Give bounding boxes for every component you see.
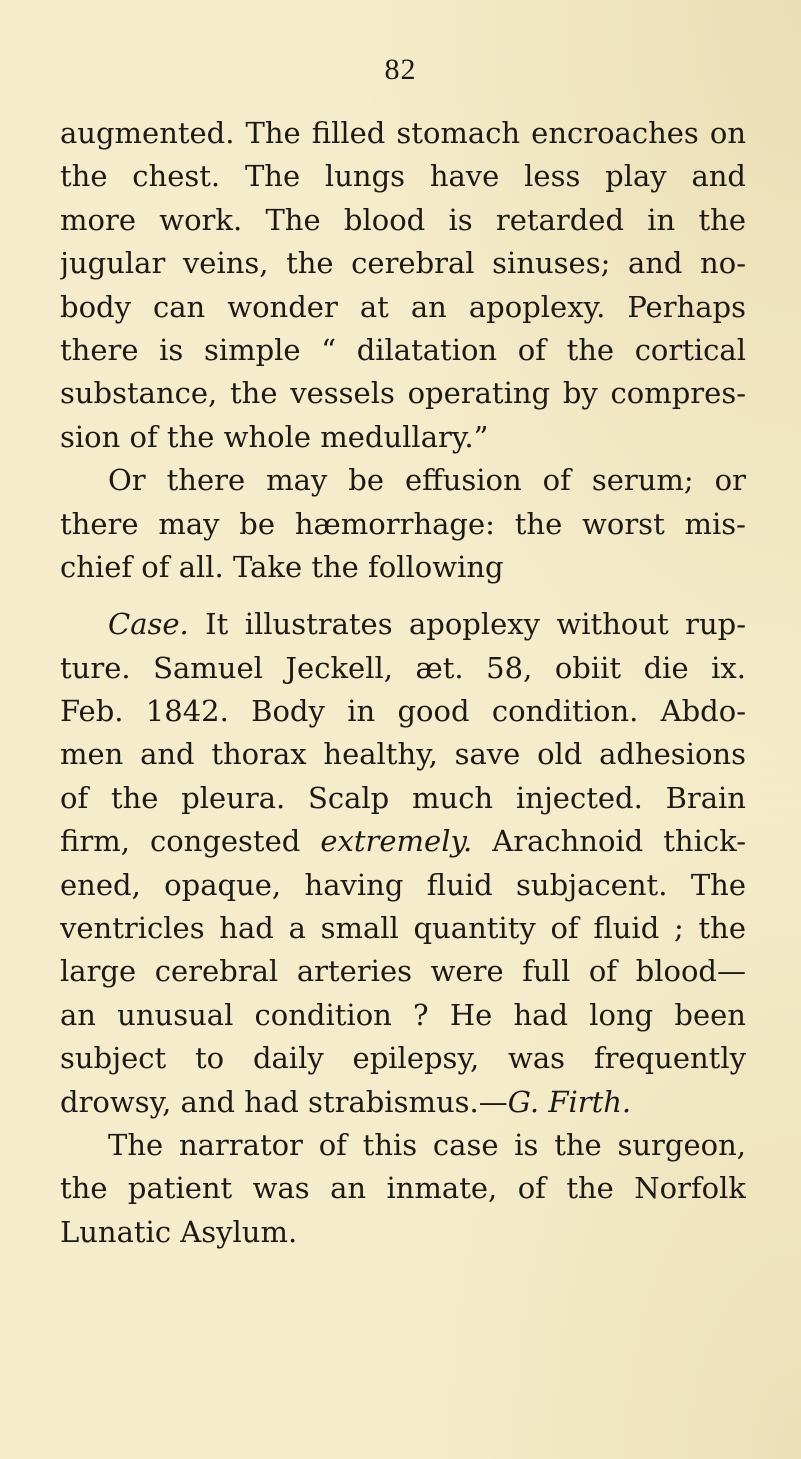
case-line: men and thorax healthy, save old adhesions	[60, 737, 746, 772]
text-line: jugular veins, the cerebral sinuses; and no-	[60, 246, 746, 281]
text-line: the patient was an inmate, of the Norfolk	[60, 1171, 746, 1206]
text-line: body can wonder at an apoplexy. Perhaps	[60, 289, 746, 324]
case-line-text: Arachnoid thick-	[472, 824, 746, 859]
case-line-text: It illustrates apoplexy without rup-	[188, 607, 746, 642]
text-line: substance, the vessels operating by compres-	[60, 376, 746, 411]
case-line-text: drowsy, and had strabismus.—	[60, 1084, 508, 1119]
case-line: ture. Samuel Jeckell, æt. 58, obiit die ix.	[60, 650, 746, 685]
author-signature: G. Firth.	[507, 1084, 632, 1119]
case-line: ened, opaque, having fluid subjacent. The	[60, 867, 746, 902]
text-line: Or there may be effusion of serum; or	[108, 463, 746, 498]
case-line: an unusual condition ? He had long been	[60, 997, 746, 1032]
italic-emphasis: extremely.	[320, 824, 473, 859]
text-line: there may be hæmorrhage: the worst mis-	[60, 506, 746, 541]
case-heading: Case.	[108, 607, 189, 642]
case-line	[60, 820, 746, 863]
case-line: ventricles had a small quantity of fluid ; the	[60, 911, 746, 946]
text-line: sion of the whole medullary.”	[60, 419, 489, 454]
case-line	[60, 1081, 746, 1124]
text-line: more work. The blood is retarded in the	[60, 202, 746, 237]
text-line: chief of all. Take the following	[60, 549, 504, 584]
text-line: there is simple “ dilatation of the cortical	[60, 332, 746, 367]
body-text	[60, 112, 746, 1254]
case-line: subject to daily epilepsy, was frequently	[60, 1041, 746, 1076]
case-line	[60, 603, 746, 646]
text-line: the chest. The lungs have less play and	[60, 159, 746, 194]
case-line: of the pleura. Scalp much injected. Brain	[60, 780, 746, 815]
case-line: Feb. 1842. Body in good condition. Abdo-	[60, 694, 746, 729]
paragraph-gap	[60, 589, 746, 603]
case-line: large cerebral arteries were full of blood—	[60, 954, 746, 989]
page-number: 82	[384, 53, 417, 86]
case-line-text: firm, congested	[60, 824, 321, 859]
text-line: The narrator of this case is the surgeon,	[108, 1127, 746, 1162]
text-line: augmented. The filled stomach encroaches on	[60, 116, 746, 150]
text-line: Lunatic Asylum.	[60, 1214, 298, 1249]
